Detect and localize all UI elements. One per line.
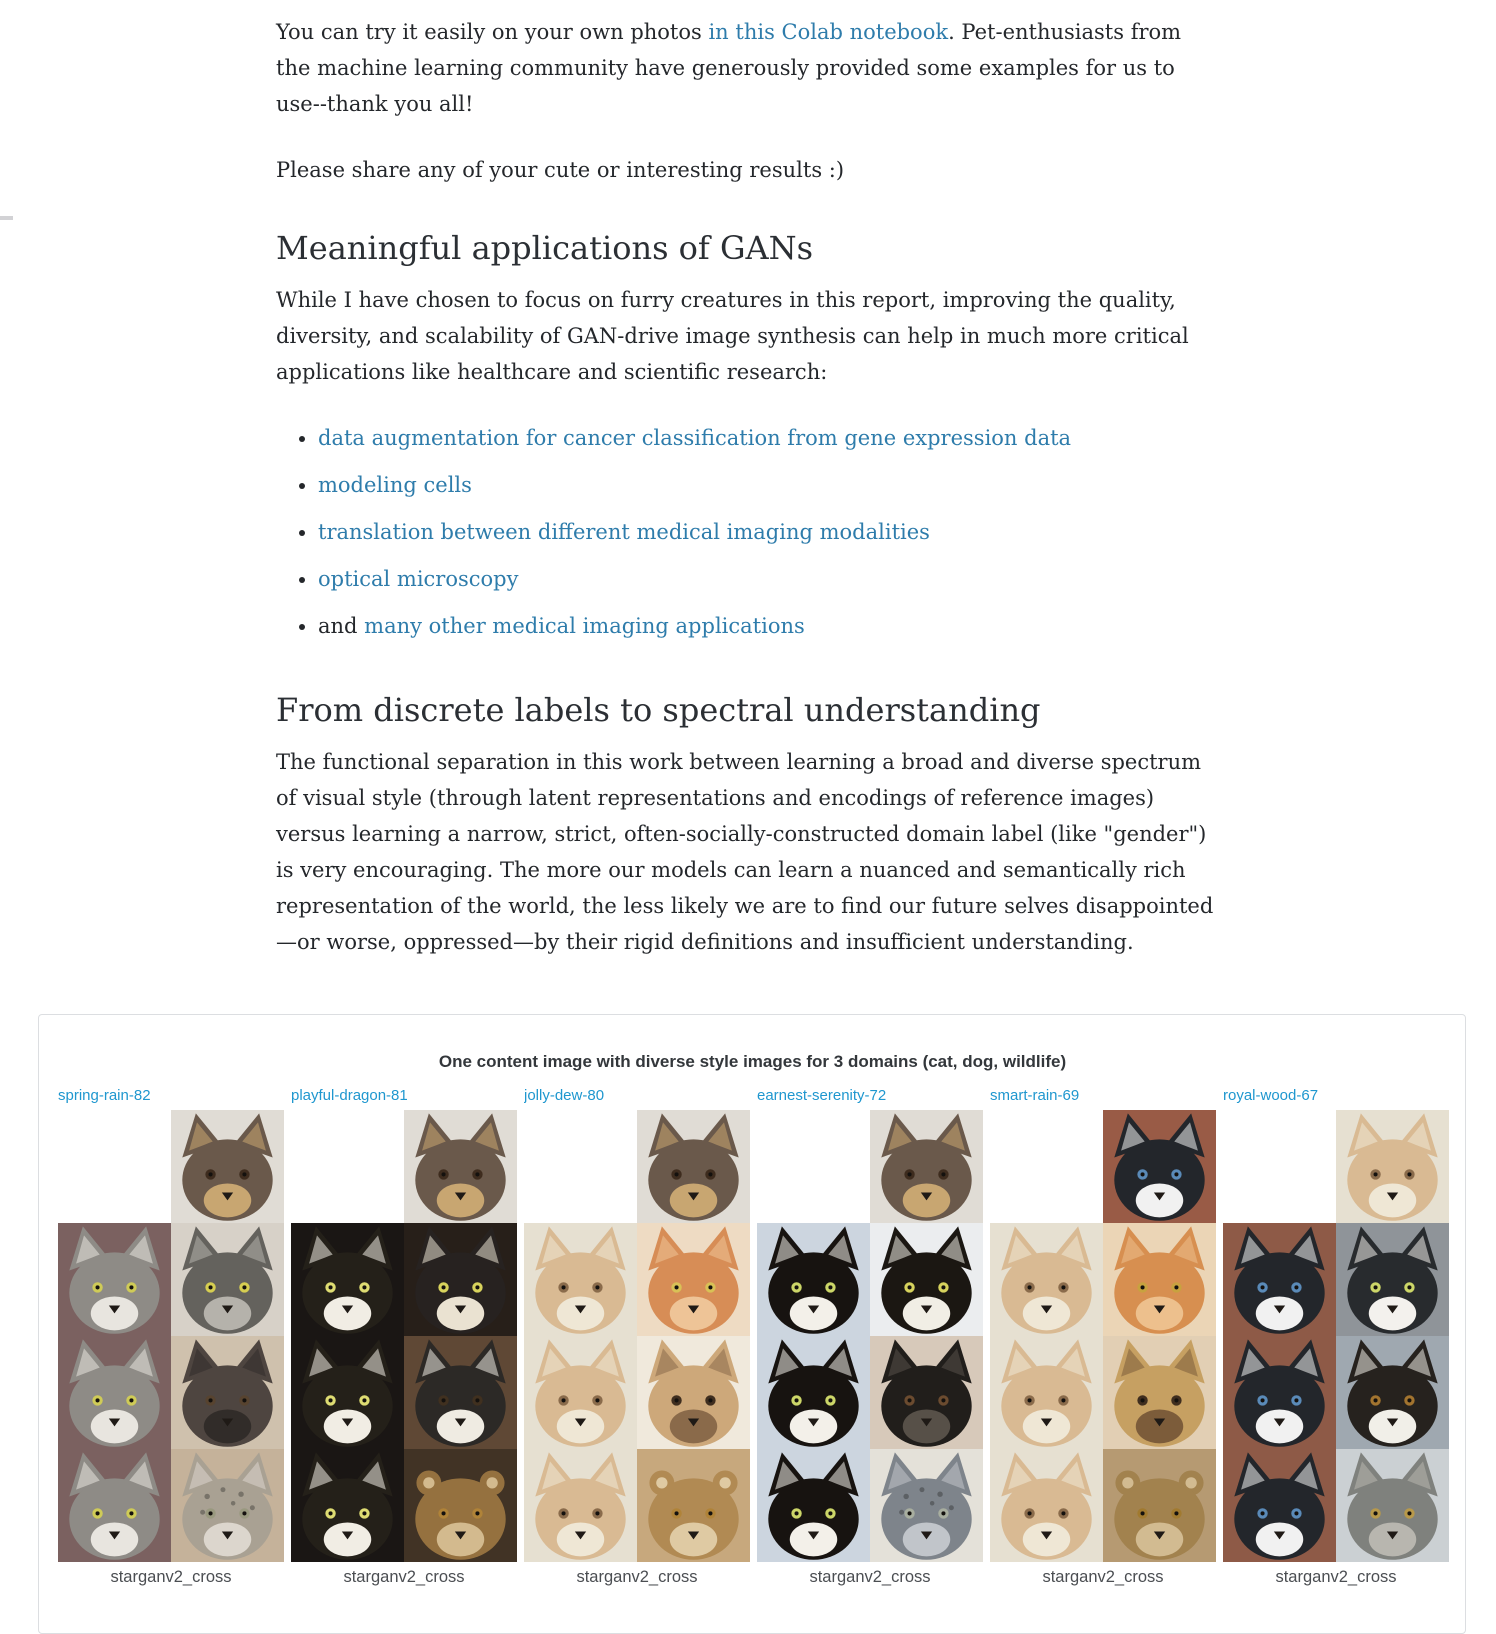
optical-microscopy-link[interactable]: optical microscopy bbox=[318, 567, 519, 591]
list-item bbox=[318, 561, 1220, 597]
list-item-text: and bbox=[318, 614, 365, 638]
list-item bbox=[318, 467, 1220, 503]
result-image bbox=[637, 1223, 750, 1336]
style-image bbox=[990, 1449, 1103, 1562]
style-image bbox=[58, 1223, 171, 1336]
applications-list bbox=[276, 420, 1220, 644]
media-grid bbox=[58, 1110, 284, 1562]
result-image bbox=[637, 1449, 750, 1562]
applications-intro-paragraph: While I have chosen to focus on furry creatures in this report, improving the quality, diversity, and scalability of GAN-drive image synthesis can help in much more critical applications like healthcare and scientific research: bbox=[276, 288, 1189, 384]
medical-imaging-translation-link[interactable]: translation between different medical imaging modalities bbox=[318, 520, 930, 544]
section-heading-applications: Meaningful applications of GANs bbox=[276, 229, 814, 267]
result-image bbox=[1103, 1449, 1216, 1562]
content-image bbox=[870, 1110, 983, 1223]
media-caption: starganv2_cross bbox=[576, 1568, 698, 1586]
cancer-classification-link[interactable]: data augmentation for cancer classification from gene expression data bbox=[318, 426, 1072, 450]
result-image bbox=[870, 1223, 983, 1336]
empty-cell bbox=[524, 1110, 637, 1223]
paragraph-text: . Pet-enthusiasts from the machine learning community have generously provided some examples for us to use--thank you all! bbox=[276, 20, 1182, 116]
style-image bbox=[524, 1223, 637, 1336]
content-image bbox=[404, 1110, 517, 1223]
media-grid bbox=[990, 1110, 1216, 1562]
media-caption: starganv2_cross bbox=[110, 1568, 232, 1586]
section-heading-spectral: From discrete labels to spectral understanding bbox=[276, 691, 1041, 729]
panel-columns bbox=[58, 1087, 1447, 1587]
spectral-paragraph: The functional separation in this work between learning a broad and diverse spectrum of visual style (through latent representations and encodings of reference images) versus learning a narrow, strict, often-socially-constructed domain label (like "gender") is very encouraging. The more our models can learn a nuanced and semantically rich representation of the world, the less likely we are to find our future selves disappointed—or worse, oppressed—by their rigid definitions and insufficient understanding. bbox=[276, 750, 1214, 954]
result-image bbox=[1336, 1336, 1449, 1449]
list-item bbox=[318, 514, 1220, 550]
result-image bbox=[1103, 1223, 1216, 1336]
list-item bbox=[318, 420, 1220, 456]
media-grid bbox=[757, 1110, 983, 1562]
result-column bbox=[1223, 1087, 1449, 1587]
colab-notebook-link[interactable]: in this Colab notebook bbox=[708, 20, 949, 44]
report-article bbox=[276, 0, 1220, 960]
run-name-link[interactable]: jolly-dew-80 bbox=[524, 1087, 605, 1104]
list-item bbox=[318, 608, 1220, 644]
style-image bbox=[757, 1449, 870, 1562]
style-image bbox=[524, 1336, 637, 1449]
style-image bbox=[757, 1336, 870, 1449]
content-image bbox=[1336, 1110, 1449, 1223]
style-image bbox=[58, 1336, 171, 1449]
run-name-link[interactable]: earnest-serenity-72 bbox=[757, 1087, 887, 1104]
modeling-cells-link[interactable]: modeling cells bbox=[318, 473, 472, 497]
media-grid bbox=[524, 1110, 750, 1562]
run-name-link[interactable]: playful-dragon-81 bbox=[291, 1087, 408, 1104]
media-grid bbox=[1223, 1110, 1449, 1562]
run-name-link[interactable]: spring-rain-82 bbox=[58, 1087, 151, 1104]
media-caption: starganv2_cross bbox=[1275, 1568, 1397, 1586]
style-image bbox=[58, 1449, 171, 1562]
result-image bbox=[870, 1336, 983, 1449]
panel-title: One content image with diverse style images for 3 domains (cat, dog, wildlife) bbox=[438, 1052, 1067, 1071]
style-image bbox=[757, 1223, 870, 1336]
result-image bbox=[637, 1336, 750, 1449]
empty-cell bbox=[757, 1110, 870, 1223]
style-image bbox=[1223, 1449, 1336, 1562]
result-column bbox=[58, 1087, 284, 1587]
result-image bbox=[404, 1336, 517, 1449]
style-image bbox=[524, 1449, 637, 1562]
result-image bbox=[1336, 1449, 1449, 1562]
empty-cell bbox=[291, 1110, 404, 1223]
result-image bbox=[171, 1223, 284, 1336]
result-column bbox=[524, 1087, 750, 1587]
result-image bbox=[1336, 1223, 1449, 1336]
result-image bbox=[404, 1449, 517, 1562]
media-caption: starganv2_cross bbox=[1042, 1568, 1164, 1586]
media-panel bbox=[38, 1014, 1466, 1634]
run-name-link[interactable]: smart-rain-69 bbox=[990, 1087, 1080, 1104]
style-image bbox=[1223, 1336, 1336, 1449]
result-image bbox=[870, 1449, 983, 1562]
result-image bbox=[404, 1223, 517, 1336]
result-column bbox=[990, 1087, 1216, 1587]
result-image bbox=[171, 1449, 284, 1562]
content-image bbox=[171, 1110, 284, 1223]
media-grid bbox=[291, 1110, 517, 1562]
other-medical-imaging-link[interactable]: many other medical imaging applications bbox=[364, 614, 805, 638]
empty-cell bbox=[1223, 1110, 1336, 1223]
result-column bbox=[291, 1087, 517, 1587]
style-image bbox=[990, 1336, 1103, 1449]
result-image bbox=[1103, 1336, 1216, 1449]
result-column bbox=[757, 1087, 983, 1587]
style-image bbox=[291, 1336, 404, 1449]
style-image bbox=[990, 1223, 1103, 1336]
style-image bbox=[291, 1449, 404, 1562]
style-image bbox=[1223, 1223, 1336, 1336]
style-image bbox=[291, 1223, 404, 1336]
result-image bbox=[171, 1336, 284, 1449]
run-name-link[interactable]: royal-wood-67 bbox=[1223, 1087, 1319, 1104]
content-image bbox=[1103, 1110, 1216, 1223]
intro-paragraph bbox=[276, 14, 1220, 122]
empty-cell bbox=[990, 1110, 1103, 1223]
media-caption: starganv2_cross bbox=[809, 1568, 931, 1586]
media-caption: starganv2_cross bbox=[343, 1568, 465, 1586]
share-results-paragraph: Please share any of your cute or interesting results :) bbox=[276, 158, 845, 182]
content-image bbox=[637, 1110, 750, 1223]
paragraph-text: You can try it easily on your own photos bbox=[276, 20, 709, 44]
left-margin-tick bbox=[0, 216, 13, 220]
empty-cell bbox=[58, 1110, 171, 1223]
